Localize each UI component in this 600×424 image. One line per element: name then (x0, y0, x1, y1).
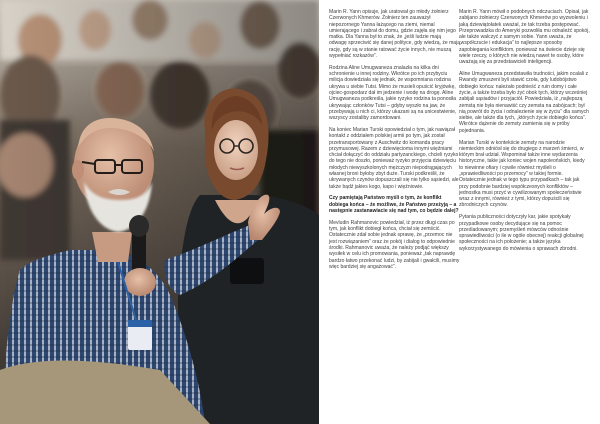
paragraph: Marin R. Yann mówił o podobnych odczuciach. Opisał, jak zabijano żołnierzy Czerwonych Khmerów po wyzwoleniu i jaką dziewiątołatek uważał, że tak trzeba postępować. Przeprowadzka do Ameryki pozwoliła mu odnaleźć spokój, ale także walczyć z samym sobie. Yann uważa, że „współczucie i edukacja” to najlepsze sposoby zapobiegania konfliktom, ponieważ na świecie dzieje się wiele rzeczy, o których nie wiedzą nawet te osoby, które uważają się za przedstawicieli inteligencji. (459, 9, 590, 66)
paragraph: Aline Umugwaneza przedstawiła trudności, jakim ocalali z Rwandy zmuszeni byli stawić czoła, gdy ludobójstwo dobiegło końca: należało podnieść z ruin domy i całe życie, a także trzeba było żyć obok tych, którzy wcześniej zabijali sąsiadów i przyjaciół. Powiedziała, iż „najlepszą zemstą nie była nienawiść czy zemsta na zabójcach; był nią powrót do życia i odnalezienie się w życiu” dla samych siebie, ale także dla tych, „których życie dobiegło końca”. Wkrótce dążenie do zemsty zamienia się w próby pojednania. (459, 71, 589, 134)
paragraph: Rodzina Aline Umugwaneza znalazła na kilka dni schronienie u innej rodziny. Wkrótce po ich przybyciu milicja dowiedziała się jednak, że wspomniana rodzina ukrywa u siebie Tutsi. Mimo że musieli opuścić kryjówkę, ojciec-gospodarz dał im jedzenie i wodę na drogę. Aline Umugwaneza podkreśla, jakie ryzyko rodzina ta ponosiła ukrywając członków Tutsi – gdyby wyszło na jaw, że przebywają u nich ci, którzy ukazani są na unicestwienie, wszyscy zostaliby zamordowani. (329, 64, 457, 122)
question-heading: Czy pamiętają Państwo myśli o tym, że konflikt dobiega końca – że możliwe, że Państwo przeżyją – a następnie zastanawiacie się nad tym, co będzie dalej? (329, 195, 459, 214)
paragraph: Na koniec Marian Turski opowiedział o tym, jak nawiązał kontakt z oddziałem polskiej armii po tym, jak został przetransportowany z Auschwitz do komanda pracy przymusowej. Razem z dziewięcioma innymi więźniami chciał dołączyć do oddziału partyzanckiego, chcieli ryzyko do tego nie doszło, ponieważ ryzyko przyjęcia dziewięciu młodych niewyszkolonych mężczyzn niepodrągających własnej broni byłoby zbyt duże. Turski podkreślił, że ukrywanych czynów dopuszczali się nie tylko sąsiedzi, ale także bądź jakies kogo, kapo i więźniowie. (329, 126, 459, 190)
paragraph: Marin R. Yann opisuje, jak uratował go młody żołnierz Czerwonych Khmerów. Żołnierz ten zauważył niepozornego Yanna łażącego na ziemi, niemal umierającego i zabrał do domu, gdzie zajęła się nim jego matka. Dla Yanna był to znak, że „jeśli ludzie mają odwagę sprzeciwić się danej polityce, gdy wiedzą, że mają rację, gdy są w stanie ratować życie innych, nie muszą wypełniać rozkazów”. (329, 9, 461, 59)
paragraph: Mevludin Rahmanovic powiedział, iż przez długi czas po tym, jak konflikt dobiegł końca, chciał się zemścić. Ostatecznie zdał sobie jednak sprawę, że „przemoc nie jest rozwiązaniem” oraz że pokój i dialog to odpowiednie środki. Rahmanovic uważa, że należy podjąć większy wysiłek w celu ich promowania, ponieważ „tak naprawdę bardzo łatwo przekonać ludzi, by zabijali i gwałcili, musimy więc bardziej się angażować”. (329, 219, 460, 270)
paragraph: Pytania publiczności dotyczyły kar, jakie spotykały przypadkowe osoby decydujące się na pomoc prześladowanym; przemyśleń mówców odnośnie sprawiedliwości (o ile w ogóle obecnej) reakcji globalnej społeczności na ich położenie; a także języka wykorzystywanego do mówienia o sprawach zbrodni. (459, 214, 584, 252)
text-column-2 (459, 9, 590, 258)
text-column-1 (329, 9, 460, 276)
paragraph: Marian Turski w kontekście zemsty na narodzie niemieckim odniósł się do drugiego z marzeń śmierci, w którym brał udział. Wspominał także inne wydarzenia historyczne, takie jak koniec wojen napoleońskich, kiedy to niewinne ofiary i cywile również myśleli o „sprawiedliwości po przemocy” w takiej formie. Ostatecznie jednak w tego typu przypadkach – tak jak przy podobnie bardziej współczesnych konfliktów – jednostka musi przyć w cywilizowanym społeczeństwie wraz z innymi, również z tymi, którzy dopuścili się zbrodniczych czynów. (459, 139, 585, 209)
